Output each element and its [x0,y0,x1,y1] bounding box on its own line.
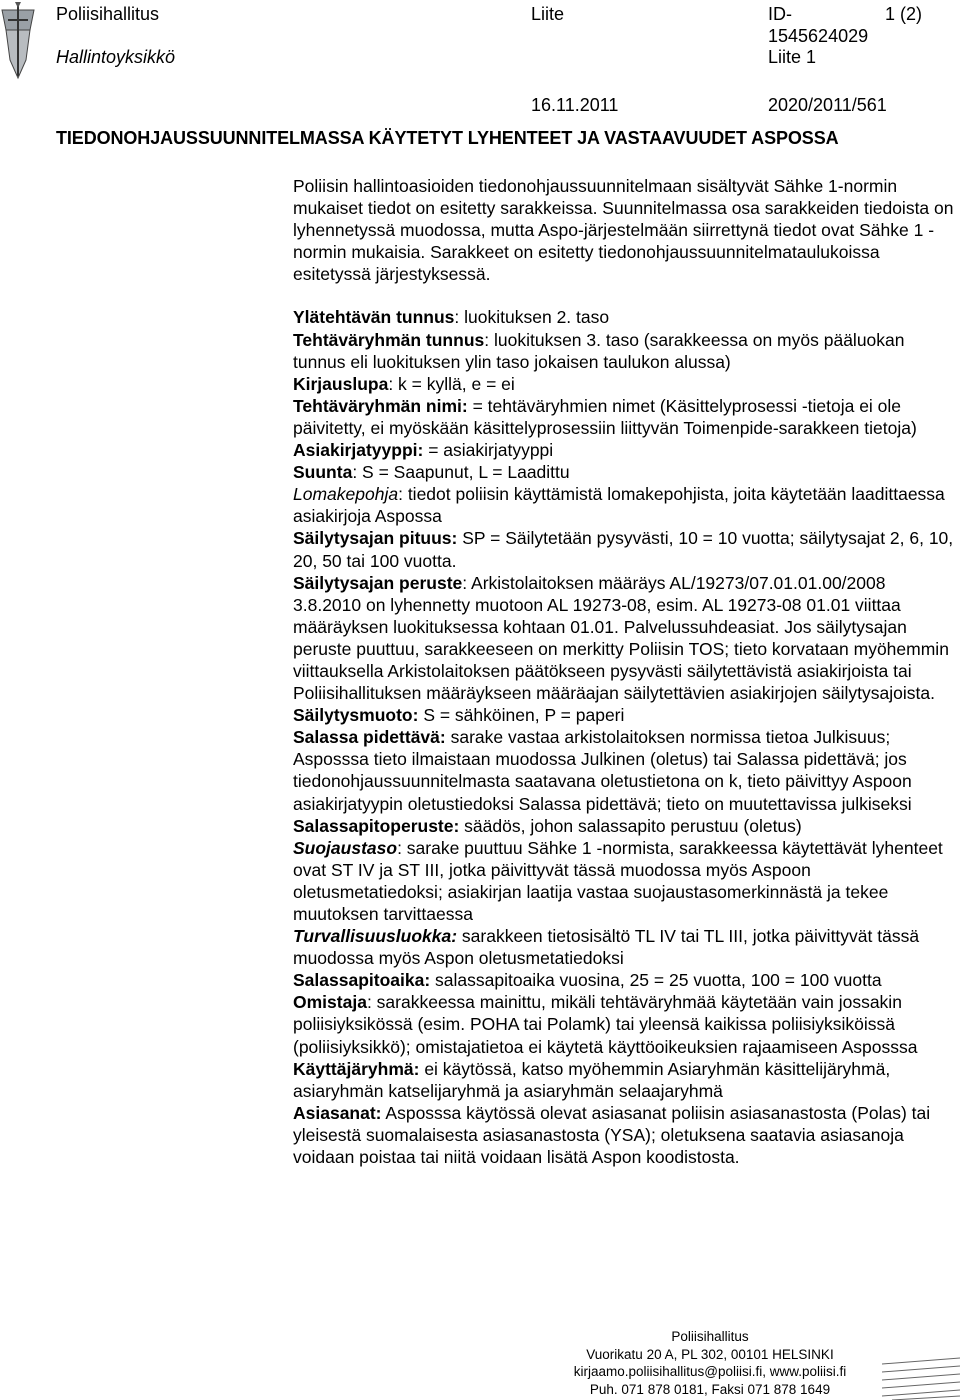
entry-description: SP = Säilytetään pysyvästi, 10 = 10 vuotta; säilytysajat 2, 6, 10, 20, 50 tai 100 vuotta. [293,528,954,571]
entry-separator: : [398,484,403,505]
abbreviation-entry [293,306,958,328]
header-org: Poliisihallitus [56,4,160,24]
entry-description: = asiakirjatyyppi [423,440,554,461]
abbreviation-entry [293,837,958,925]
header-doc-type: Liite [531,4,565,24]
abbreviation-entry [293,815,958,837]
entry-term: Salassapitoaika: [293,970,431,991]
entry-term: Suojaustaso [293,837,398,858]
footer-contact: kirjaamo.poliisihallitus@poliisi.fi, www.poliisi.fi [573,1364,847,1379]
footer-phone: Puh. 071 878 0181, Faksi 071 878 1649 [589,1381,831,1397]
entry-description: salassapitoaika vuosina, 25 = 25 vuotta, 100 = 100 vuotta [430,970,882,991]
entry-term: Salassa pidettävä: [293,727,446,748]
abbreviation-entry [293,527,958,571]
entry-separator: : [388,373,394,394]
entry-term: Säilytysajan peruste [293,572,463,593]
document-body [293,175,958,1168]
header-id-number: 1545624029 [768,26,869,46]
abbreviation-entry [293,726,958,814]
entry-description: ei käytössä, katso myöhemmin Asiaryhmän käsittelijäryhmä, asiaryhmän katselijaryhmä ja asiaryhmän selaajaryhmä [293,1058,891,1101]
entry-description: luokituksen 2. taso [459,307,610,328]
header-reference: 2020/2011/561 [768,95,887,115]
abbreviation-entry [293,572,958,705]
entry-term: Kirjauslupa [293,373,389,394]
police-emblem-logo [0,0,36,82]
abbreviation-entry [293,439,958,461]
entry-term: Ylätehtävän tunnus [293,307,455,328]
abbreviation-entry [293,991,958,1057]
entry-separator: : [397,837,402,858]
entry-separator: : [484,329,490,350]
entry-term: Omistaja [293,992,367,1013]
entry-term: Käyttäjäryhmä: [293,1058,420,1079]
entry-description: tiedot poliisin käyttämistä lomakepohjista, joita käytetään laadittaessa asiakirjoja Aspossa [293,484,945,527]
entry-term: Säilytysmuoto: [293,705,419,726]
footer-decoration [882,1356,960,1400]
document-title: TIEDONOHJAUSSUUNNITELMASSA KÄYTETYT LYHENTEET JA VASTAAVUUDET ASPOSSA [56,128,839,148]
entry-description: k = kyllä, e = ei [393,373,515,394]
abbreviation-entry [293,704,958,726]
abbreviation-entry [293,329,958,373]
entry-term: Turvallisuusluokka: [293,926,458,947]
entry-term: Suunta [293,462,353,483]
abbreviation-entry [293,373,958,395]
entry-separator: : [454,307,460,328]
entry-separator: : [462,572,468,593]
entry-description: sarake puuttuu Sähke 1 -normista, sarakkeessa käytettävät lyhenteet ovat ST IV ja ST III, jotka päivittyvät tässä muodossa myös Aspoon oletusmetatiedoksi; asiakirjan laatija vastaa suojaustasomerkinnästä ja tekee muutoksen tarvittaessa [293,837,943,924]
abbreviation-entry [293,1102,958,1168]
entry-term: Salassapitoperuste: [293,815,460,836]
entry-term: Tehtäväryhmän nimi: [293,395,468,416]
abbreviation-entry [293,925,958,969]
header-unit: Hallintoyksikkö [56,47,176,67]
entry-description: luokituksen 3. taso (sarakkeessa on myös pääluokan tunnus eli luokituksen ylin taso jokaisen taulukon alussa) [293,329,905,372]
intro-paragraph: Poliisin hallintoasioiden tiedonohjaussuunnitelmaan sisältyvät Sähke 1-normin mukaiset tiedot on esitetty sarakkeissa. Suunnitelmassa osa sarakkeiden tiedoista on lyhennetyssä muodossa, mutta Aspo-järjestelmään siirrettynä tiedot ovat Sähke 1 -normin mukaisia. Sarakkeet on esitetty tiedonohjaussuunnitelmataulukoissa esitetyssä järjestyksessä. [293,176,954,285]
entry-description: sarakkeen tietosisältö TL IV tai TL III, jotka päivittyvät tässä muodossa myös Aspon oletusmetatiedoksi [293,926,920,969]
entry-description: S = sähköinen, P = paperi [418,705,625,726]
header-attachment: Liite 1 [768,47,817,67]
entry-description: Asposssa käytössä olevat asiasanat poliisin asiasanastosta (Polas) tai yleisestä suomalaisesta asiasanastosta (YSA); oletuksena saatavia asiasanoja voidaan poistaa tai niitä voidaan lisätä Aspon koodistosta. [293,1102,931,1168]
entry-term: Asiakirjatyyppi: [293,440,424,461]
abbreviation-entry [293,969,958,991]
entry-term: Tehtäväryhmän tunnus [293,329,485,350]
footer-address: Vuorikatu 20 A, PL 302, 00101 HELSINKI [586,1346,834,1362]
abbreviation-entry [293,1058,958,1102]
abbreviation-entry [293,461,958,483]
entry-description: sarakkeessa mainittu, mikäli tehtäväryhmää käytetään vain jossakin poliisiyksikössä (esim. POHA tai Polamk) tai yleensä kaikissa poliisiyksiköissä (poliisiyksikkö); omistajatietoa ei käytetä käyttöoikeuksien rajaamiseen Asposssa [293,992,918,1057]
abbreviation-list [293,306,958,1168]
entry-description: = tehtäväryhmien nimet (Käsittelyprosessi -tietoja ei ole päivitetty, ei myöskään käsittelyprosessiin liittyvän Toimenpide-sarakkeen tietoja) [293,395,917,438]
footer [560,1328,860,1398]
abbreviation-entry [293,483,958,527]
entry-term: Säilytysajan pituus: [293,528,458,549]
entry-term: Asiasanat: [293,1102,382,1123]
entry-description: sarake vastaa arkistolaitoksen normissa tietoa Julkisuus; Asposssa tieto ilmaistaan muodossa Julkinen (oletus) tai Salassa pidettävä; jos tiedonohjaussuunnitelmasta saatavana oletustietona on k, tieto päivittyy Aspoon asiakirjatyypin oletustiedoksi Salassa pidettävä; tieto on muutettavissa julkiseksi [293,727,912,814]
abbreviation-entry [293,395,958,439]
entry-description: S = Saapunut, L = Laadittu [357,462,570,483]
header-page-number: 1 (2) [885,4,923,24]
header-id-label: ID- [768,4,792,24]
entry-separator: : [352,462,358,483]
entry-term: Lomakepohja [293,484,399,505]
entry-description: säädös, johon salassapito perustuu (oletus) [459,815,802,836]
footer-org: Poliisihallitus [671,1329,749,1344]
entry-description: Arkistolaitoksen määräys AL/19273/07.01.01.00/2008 3.8.2010 on lyhennetty muotoon AL 19273-08, esim. AL 19273-08 01.01 viittaa määräyksen luokituksessa kohtaan 01.01. Palvelussuhdeasiat. Jos säilytysajan peruste puuttuu, sarakkeeseen on merkitty Poliisin TOS; tieto korvataan myöhemmin viittauksella Arkistolaitoksen päätökseen pysyvästi säilytettävistä asiakirjoista tai Poliisihallituksen määräykseen määräajan säilytettävien asiakirjojen säilytysajoista. [293,572,949,704]
header-date: 16.11.2011 [531,95,619,115]
entry-separator: : [366,992,372,1013]
